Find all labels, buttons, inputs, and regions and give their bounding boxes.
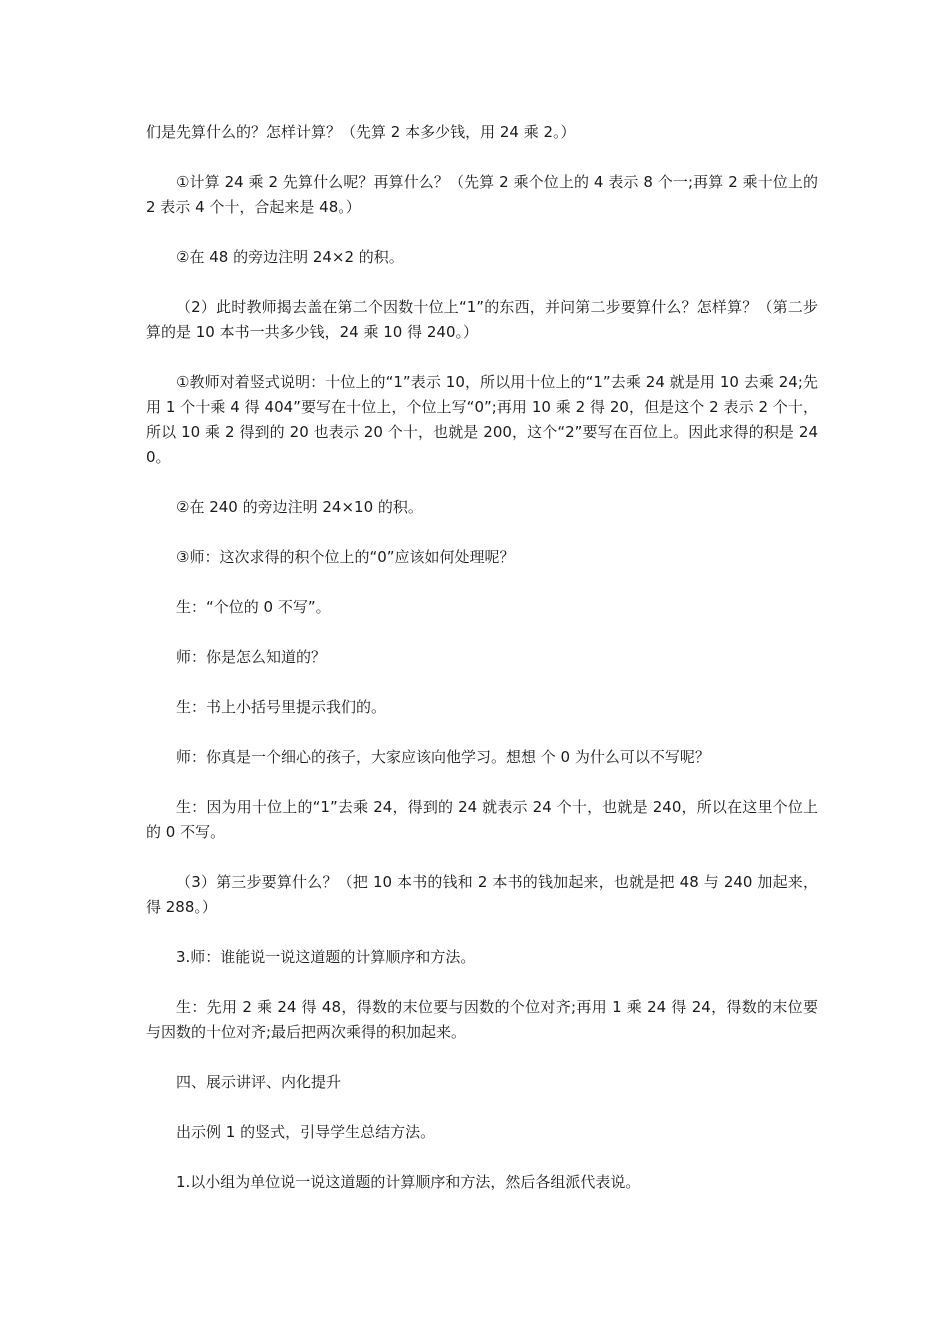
paragraph: 师：你是怎么知道的？	[176, 648, 327, 666]
section-heading: 四、展示讲评、内化提升	[176, 1073, 342, 1091]
paragraph: 出示例 1 的竖式，引导学生总结方法。	[176, 1123, 436, 1141]
paragraph: 们是先算什么的？怎样计算？（先算 2 本多少钱，用 24 乘 2。）	[146, 123, 576, 141]
paragraph: ①教师对着竖式说明：十位上的“1”表示 10，所以用十位上的“1”去乘 24 就是用 10 去乘 24;先用 1 个十乘 4 得 404”要写在十位上，个位上写“0”;再用 10 乘 2 得 20，但是这个 2 表示 2 个十，所以 10 乘 2 得到的 20 也表示 20 个十，也就是 200，这个“2”要写在百位上。因此求得的积是 240。	[146, 373, 818, 466]
paragraph: 生：书上小括号里提示我们的。	[176, 698, 387, 716]
paragraph: ②在 48 的旁边注明 24×2 的积。	[176, 248, 404, 266]
paragraph: （3）第三步要算什么？（把 10 本书的钱和 2 本书的钱加起来，也就是把 48 与 240 加起来，得 288。）	[146, 873, 818, 916]
paragraph: ②在 240 的旁边注明 24×10 的积。	[176, 498, 423, 516]
paragraph: ①计算 24 乘 2 先算什么呢？再算什么？（先算 2 乘个位上的 4 表示 8 个一;再算 2 乘十位上的 2 表示 4 个十，合起来是 48。）	[146, 173, 818, 216]
paragraph: 生：“个位的 0 不写”。	[176, 598, 331, 616]
paragraph: 生：先用 2 乘 24 得 48，得数的末位要与因数的个位对齐;再用 1 乘 24 得 24，得数的末位要与因数的十位对齐;最后把两次乘得的积加起来。	[146, 998, 818, 1041]
document-body	[146, 120, 818, 1220]
paragraph: 3.师：谁能说一说这道题的计算顺序和方法。	[176, 948, 476, 966]
paragraph: 生：因为用十位上的“1”去乘 24，得到的 24 就表示 24 个十，也就是 240，所以在这里个位上的 0 不写。	[146, 798, 818, 841]
paragraph: 1.以小组为单位说一说这道题的计算顺序和方法，然后各组派代表说。	[176, 1173, 641, 1191]
paragraph: 师：你真是一个细心的孩子，大家应该向他学习。想想 个 0 为什么可以不写呢？	[176, 748, 710, 766]
paragraph: ③师：这次求得的积个位上的“0”应该如何处理呢？	[176, 548, 515, 566]
paragraph: （2）此时教师揭去盖在第二个因数十位上“1”的东西，并问第二步要算什么？怎样算？（第二步算的是 10 本书一共多少钱，24 乘 10 得 240。）	[146, 298, 818, 341]
